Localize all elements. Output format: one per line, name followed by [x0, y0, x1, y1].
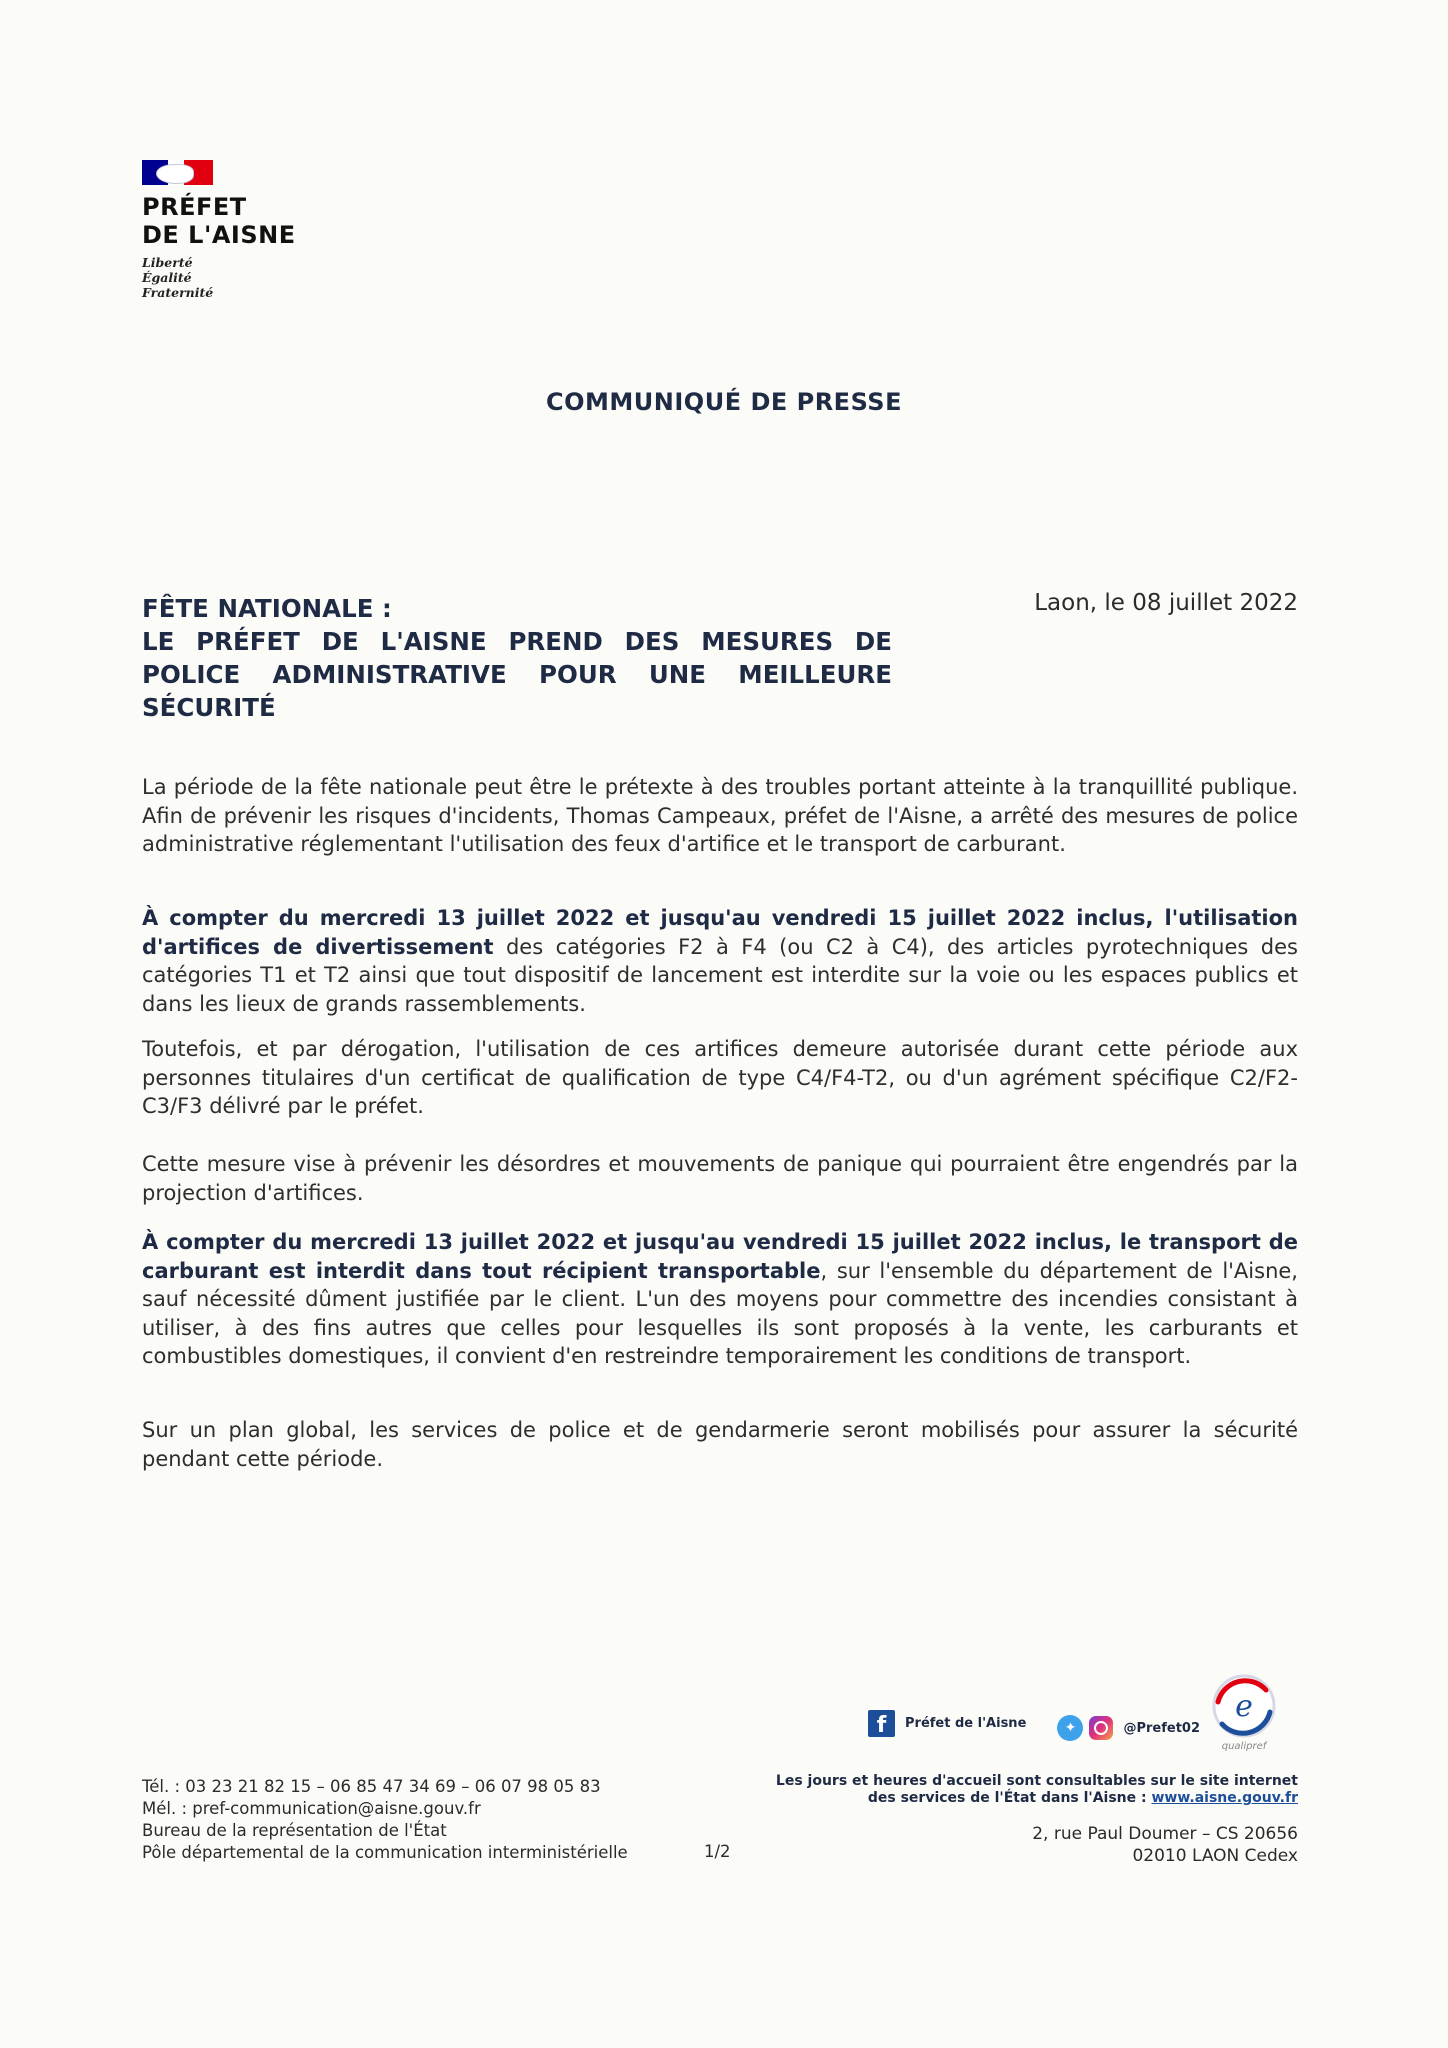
paragraph-artifices-bold: À compter du mercredi 13 juillet 2022 et jusqu'au vendredi 15 juillet 2022 inclus, l'utilisation d'artifices de divertissement: [142, 906, 1298, 959]
subject-line-2: LE PRÉFET DE L'AISNE PREND DES MESURES DE: [142, 627, 892, 656]
paragraph-intro: La période de la fête nationale peut être le prétexte à des troubles portant atteinte à la tranquillité publique. Afin de prévenir les risques d'incidents, Thomas Campeaux, préfet de l'Aisne, a arrêté des mesures de police administrative réglementant l'utilisation des feux d'artifice et le transport de carburant.: [142, 775, 1298, 856]
paragraph-carburant: [142, 1228, 1298, 1371]
twitter-instagram-link[interactable]: [1057, 1715, 1200, 1741]
address-line-2: 02010 LAON Cedex: [1132, 1846, 1298, 1866]
prefet-department: DE L'AISNE: [142, 221, 296, 249]
footer-bureau: Bureau de la représentation de l'État: [142, 1821, 447, 1840]
svg-text:e: e: [1235, 1689, 1253, 1724]
page-number: 1/2: [704, 1842, 731, 1861]
devise-egalite: Égalité: [142, 270, 192, 285]
marianne-logo: [142, 160, 342, 300]
social-links: [868, 1710, 1226, 1740]
website-link[interactable]: www.aisne.gouv.fr: [1151, 1790, 1298, 1806]
paragraph-derogation: Toutefois, et par dérogation, l'utilisation de ces artifices demeure autorisée durant cette période aux personnes titulaires d'un certificat de qualification de type C4/F4-T2, ou d'un agrément spécifique C2/F2-C3/F3 délivré par le préfet.: [142, 1037, 1298, 1118]
qualipref-label: qualipref: [1221, 1741, 1267, 1752]
subject-line-1: FÊTE NATIONALE :: [142, 594, 392, 623]
footer-hours-line-1: Les jours et heures d'accueil sont consultables sur le site internet: [775, 1773, 1298, 1789]
subject-line-4: SÉCURITÉ: [142, 693, 276, 722]
paragraph-mesure: Cette mesure vise à prévenir les désordres et mouvements de panique qui pourraient être engendrés par la projection d'artifices.: [142, 1152, 1298, 1205]
facebook-label: Préfet de l'Aisne: [905, 1716, 1027, 1731]
facebook-icon: f: [868, 1710, 895, 1737]
paragraph-carburant-rest: , sur l'ensemble du département de l'Aisne, sauf nécessité dûment justifiée par le client. L'un des moyens pour commettre des incendies consistant à utiliser, à des fins autres que celles pour lesquelles ils sont proposés à la vente, les carburants et combustibles domestiques, il convient d'en restreindre temporairement les conditions de transport.: [142, 1258, 1298, 1368]
facebook-link[interactable]: [868, 1710, 1026, 1737]
footer-tel: Tél. : 03 23 21 82 15 – 06 85 47 34 69 – 06 07 98 05 83: [142, 1777, 601, 1796]
devise-liberte: Liberté: [142, 255, 193, 270]
twitter-icon: ✦: [1057, 1715, 1083, 1741]
footer-pole: Pôle départemental de la communication interministérielle: [142, 1843, 628, 1862]
instagram-icon: [1089, 1716, 1113, 1740]
paragraph-global: Sur un plan global, les services de police et de gendarmerie seront mobilisés pour assurer la sécurité pendant cette période.: [142, 1418, 1298, 1471]
footer-hours: [776, 1773, 1298, 1807]
subject-heading: [142, 592, 892, 724]
footer-hours-line-2: des services de l'État dans l'Aisne :: [867, 1790, 1152, 1806]
devise-fraternite: Fraternité: [142, 285, 214, 300]
prefet-label: PRÉFET: [142, 193, 247, 221]
footer-contact: [142, 1776, 628, 1864]
paragraph-artifices-rest: des catégories F2 à F4 (ou C2 à C4), des articles pyrotechniques des catégories T1 et T2 ainsi que tout dispositif de lancement est interdite sur la voie ou les espaces publics et dans les lieux de grands rassemblements.: [142, 934, 1298, 1016]
date: Laon, le 08 juillet 2022: [1034, 590, 1298, 616]
paragraph-artifices: [142, 904, 1298, 1018]
footer-email: Mél. : pref-communication@aisne.gouv.fr: [142, 1799, 481, 1818]
marianne-flag-icon: [142, 160, 213, 185]
paragraph-carburant-bold: À compter du mercredi 13 juillet 2022 et jusqu'au vendredi 15 juillet 2022 inclus, le transport de carburant est interdit dans tout récipient transportable: [142, 1230, 1298, 1283]
footer-address: [1032, 1823, 1298, 1867]
subject-line-3: POLICE ADMINISTRATIVE POUR UNE MEILLEURE: [142, 660, 892, 689]
social-handle: @Prefet02: [1123, 1720, 1201, 1736]
page-title: COMMUNIQUÉ DE PRESSE: [546, 388, 902, 416]
address-line-1: 2, rue Paul Doumer – CS 20656: [1032, 1824, 1298, 1844]
